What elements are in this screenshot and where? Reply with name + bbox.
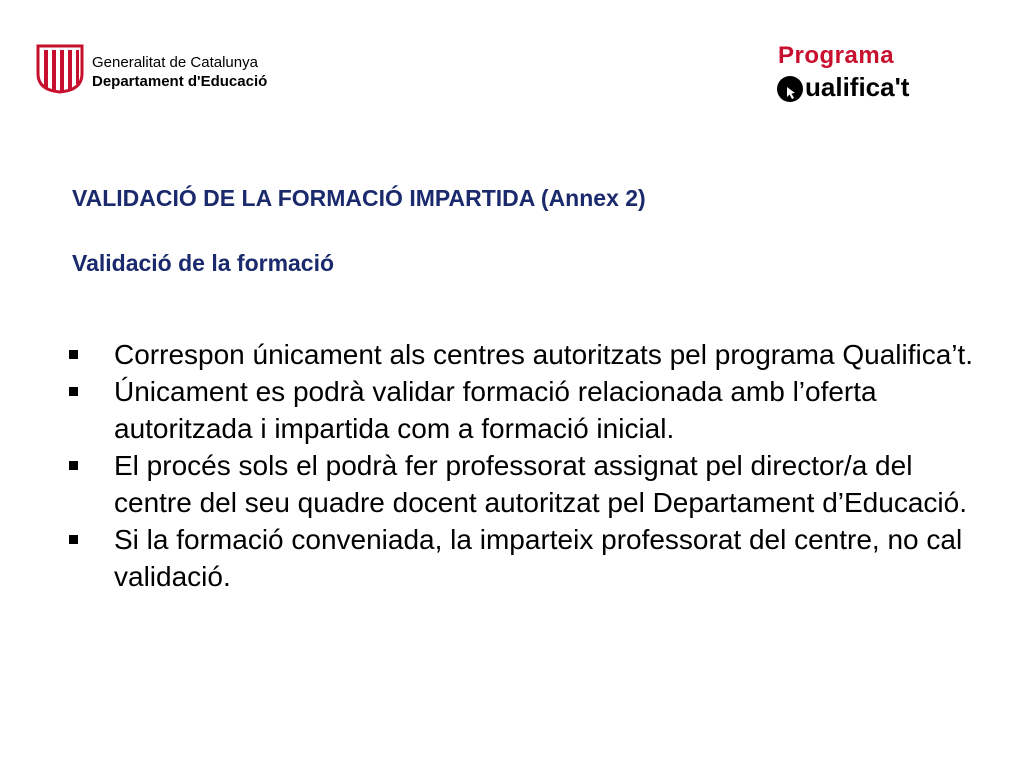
bullet-text: El procés sols el podrà fer professorat assignat pel director/a del centre del seu quadre docent autoritzat pel Departament d’Educació. — [114, 450, 967, 518]
slide-title: VALIDACIÓ DE LA FORMACIÓ IMPARTIDA (Annex 2) — [72, 185, 646, 211]
qualificat-q-icon — [776, 75, 804, 103]
bullet-item — [66, 521, 996, 595]
program-word: Programa — [778, 42, 895, 69]
bullet-text: Si la formació conveniada, la imparteix professorat del centre, no cal validació. — [114, 524, 963, 592]
bullet-text: Correspon únicament als centres autoritzats pel programa Qualifica’t. — [114, 339, 974, 370]
generalitat-stripes-icon — [36, 44, 84, 94]
square-bullet-icon — [69, 387, 78, 396]
slide-subtitle: Validació de la formació — [72, 250, 335, 276]
bullet-item — [66, 373, 996, 447]
bullet-item — [66, 447, 996, 521]
program-name: ualifica't — [805, 72, 910, 102]
bullet-list — [66, 336, 996, 595]
square-bullet-icon — [69, 461, 78, 470]
square-bullet-icon — [69, 350, 78, 359]
square-bullet-icon — [69, 535, 78, 544]
organization-line-1: Generalitat de Catalunya — [92, 54, 258, 71]
organization-name — [92, 53, 267, 91]
organization-line-2: Departament d'Educació — [92, 73, 268, 90]
bullet-item — [66, 336, 996, 373]
bullet-text: Únicament es podrà validar formació relacionada amb l’oferta autoritzada i impartida com a formació inicial. — [114, 376, 877, 444]
program-logo — [772, 42, 942, 106]
